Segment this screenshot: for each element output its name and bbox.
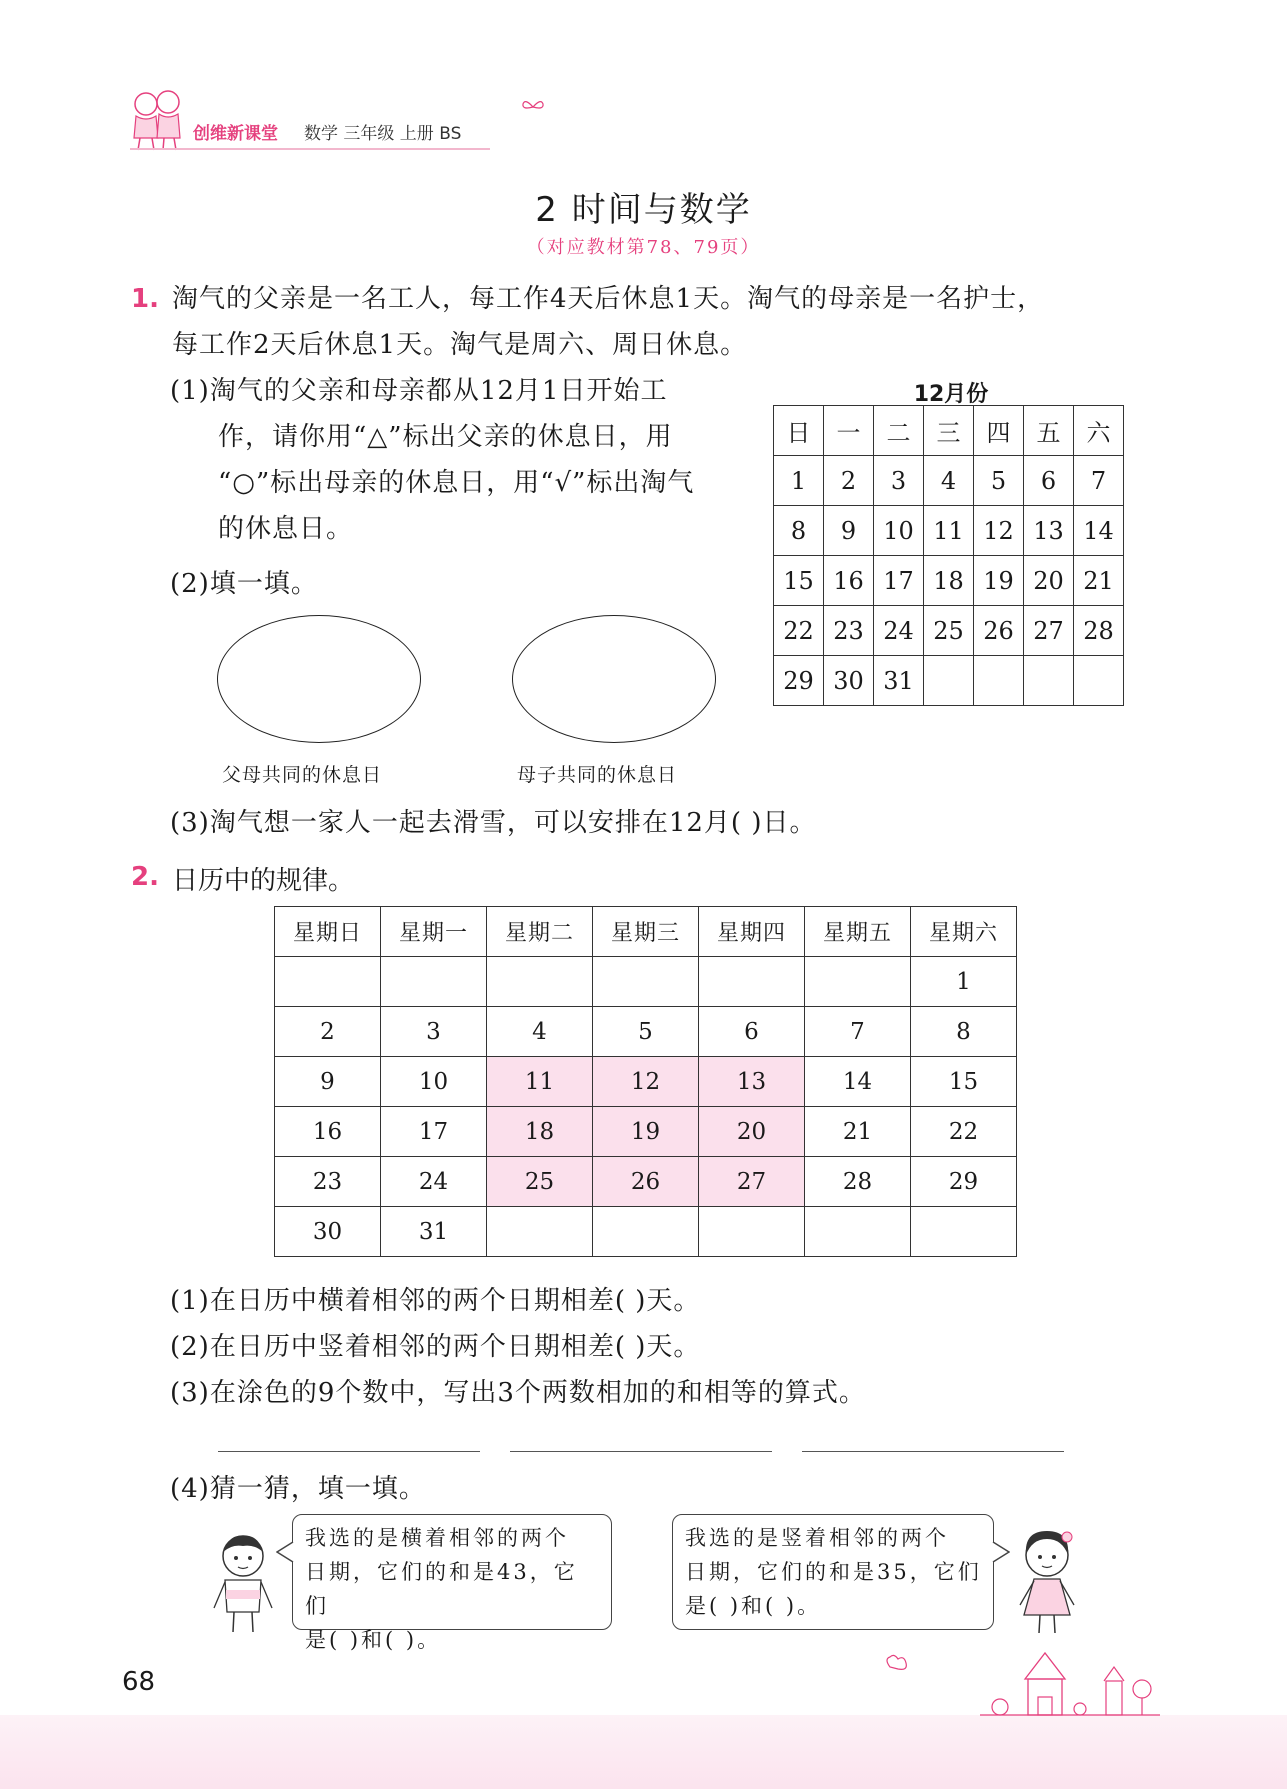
calendar-day[interactable]: 3: [874, 456, 924, 506]
q1-sub3-text: (3)淘气想一家人一起去滑雪，可以安排在12月( )日。: [170, 808, 817, 838]
boy-illustration: [210, 1530, 276, 1635]
calendar-day: [487, 1207, 593, 1257]
bubble-tail-left: [276, 1540, 294, 1564]
calendar-day: 21: [805, 1107, 911, 1157]
calendar-day[interactable]: 8: [774, 506, 824, 556]
calendar-day[interactable]: 26: [974, 606, 1024, 656]
calendar-day[interactable]: 30: [824, 656, 874, 706]
december-calendar: [773, 405, 1124, 706]
question-1-line-2: 每工作2天后休息1天。淘气是周六、周日休息。: [172, 330, 748, 360]
calendar-day: 2: [275, 1007, 381, 1057]
calendar-day[interactable]: 16: [824, 556, 874, 606]
calendar-day[interactable]: 20: [1024, 556, 1074, 606]
bubble-line: 是( )和( )。: [305, 1628, 442, 1652]
q1-sub1-text: [170, 368, 694, 552]
q2-sub4-text: (4)猜一猜，填一填。: [170, 1474, 426, 1504]
calendar-header: 三: [924, 406, 974, 456]
calendar-header: 日: [774, 406, 824, 456]
calendar-day[interactable]: 6: [1024, 456, 1074, 506]
calendar-day: [974, 656, 1024, 706]
q2-sub3-text: (3)在涂色的9个数中，写出3个两数相加的和相等的算式。: [170, 1378, 866, 1408]
calendar-day: [487, 957, 593, 1007]
calendar-day[interactable]: 13: [1024, 506, 1074, 556]
calendar-row: [275, 1107, 1017, 1157]
calendar-day[interactable]: 15: [774, 556, 824, 606]
weekday-header: 星期三: [593, 907, 699, 957]
q1-sub1-line-1: (1)淘气的父亲和母亲都从12月1日开始工: [170, 376, 668, 406]
calendar-day: [805, 1207, 911, 1257]
calendar-day: 29: [911, 1157, 1017, 1207]
q1-sub1-line-3: “○”标出母亲的休息日，用“√”标出淘气: [218, 468, 695, 498]
calendar-day[interactable]: 5: [974, 456, 1024, 506]
calendar-day: 1: [911, 957, 1017, 1007]
weekday-header: 星期六: [911, 907, 1017, 957]
question-1-number: 1.: [131, 284, 159, 314]
calendar-row: [774, 556, 1124, 606]
calendar-day: 4: [487, 1007, 593, 1057]
calendar-day: [1074, 656, 1124, 706]
calendar-day: 5: [593, 1007, 699, 1057]
shaded-day: 26: [593, 1157, 699, 1207]
calendar-day: 3: [381, 1007, 487, 1057]
weekday-header: 星期日: [275, 907, 381, 957]
bubble-line: 日期，它们的和是35，它们: [685, 1560, 982, 1584]
weekday-header: 星期四: [699, 907, 805, 957]
castle-decoration: [880, 1645, 1170, 1720]
calendar-day[interactable]: 22: [774, 606, 824, 656]
lesson-title: 2 时间与数学: [535, 190, 752, 230]
calendar-day[interactable]: 2: [824, 456, 874, 506]
calendar-row: [275, 1057, 1017, 1107]
calendar-row: [275, 1207, 1017, 1257]
q2-sub2-text: (2)在日历中竖着相邻的两个日期相差( )天。: [170, 1332, 701, 1362]
calendar-day[interactable]: 10: [874, 506, 924, 556]
bubble-line: 我选的是横着相邻的两个: [305, 1526, 569, 1550]
calendar-day[interactable]: 25: [924, 606, 974, 656]
right-speech-bubble: [672, 1514, 994, 1630]
mother-son-rest-label: 母子共同的休息日: [517, 764, 678, 786]
q2-sub1-text: (1)在日历中横着相邻的两个日期相差( )天。: [170, 1286, 701, 1316]
page-number: 68: [122, 1667, 156, 1697]
calendar-day[interactable]: 9: [824, 506, 874, 556]
header-book-info: 数学 三年级 上册 BS: [304, 124, 462, 144]
butterfly-icon: [520, 98, 546, 116]
bubble-tail-right: [992, 1540, 1010, 1564]
calendar-day[interactable]: 12: [974, 506, 1024, 556]
shaded-day: 19: [593, 1107, 699, 1157]
calendar-row: [774, 456, 1124, 506]
calendar-header: 一: [824, 406, 874, 456]
shaded-day: 27: [699, 1157, 805, 1207]
calendar-day[interactable]: 23: [824, 606, 874, 656]
q1-sub1-line-2: 作，请你用“△”标出父亲的休息日，用: [218, 422, 673, 452]
mother-son-rest-ellipse[interactable]: [512, 615, 716, 743]
calendar-day[interactable]: 4: [924, 456, 974, 506]
calendar-day: [911, 1207, 1017, 1257]
calendar-day[interactable]: 24: [874, 606, 924, 656]
calendar-day: [593, 1207, 699, 1257]
calendar-day: [275, 957, 381, 1007]
girl-illustration: [1012, 1525, 1082, 1635]
month-calendar: [274, 906, 1017, 1257]
calendar-day: 15: [911, 1057, 1017, 1107]
calendar-day[interactable]: 19: [974, 556, 1024, 606]
left-speech-bubble: [292, 1514, 612, 1652]
calendar-day: 6: [699, 1007, 805, 1057]
calendar-day[interactable]: 14: [1074, 506, 1124, 556]
calendar-day[interactable]: 21: [1074, 556, 1124, 606]
header-divider: [130, 148, 490, 150]
question-2-title: 日历中的规律。: [172, 866, 355, 896]
calendar-day: [699, 1207, 805, 1257]
shaded-day: 12: [593, 1057, 699, 1107]
answer-line-1[interactable]: [218, 1451, 480, 1452]
calendar-day[interactable]: 31: [874, 656, 924, 706]
kids-illustration: [126, 86, 188, 152]
calendar-header-row: [275, 907, 1017, 957]
calendar-header-row: [774, 406, 1124, 456]
answer-line-3[interactable]: [802, 1451, 1064, 1452]
calendar-header: 五: [1024, 406, 1074, 456]
december-calendar-title: 12月份: [913, 382, 989, 407]
calendar-day: 7: [805, 1007, 911, 1057]
calendar-day: [381, 957, 487, 1007]
answer-line-2[interactable]: [510, 1451, 772, 1452]
shaded-day: 20: [699, 1107, 805, 1157]
calendar-day: 17: [381, 1107, 487, 1157]
calendar-day: 22: [911, 1107, 1017, 1157]
calendar-day[interactable]: 28: [1074, 606, 1124, 656]
calendar-day[interactable]: 17: [874, 556, 924, 606]
calendar-day[interactable]: 1: [774, 456, 824, 506]
calendar-day: [1024, 656, 1074, 706]
parents-rest-label: 父母共同的休息日: [222, 764, 383, 786]
calendar-day: 31: [381, 1207, 487, 1257]
calendar-day: [924, 656, 974, 706]
footer-band: [0, 1715, 1287, 1789]
calendar-day: [805, 957, 911, 1007]
q1-sub2-text: (2)填一填。: [170, 569, 318, 599]
weekday-header: 星期一: [381, 907, 487, 957]
bubble-line: 我选的是竖着相邻的两个: [685, 1526, 949, 1550]
calendar-day: 23: [275, 1157, 381, 1207]
question-2-number: 2.: [131, 862, 159, 892]
calendar-row: [774, 656, 1124, 706]
calendar-day[interactable]: 29: [774, 656, 824, 706]
calendar-row: [275, 957, 1017, 1007]
calendar-day: 14: [805, 1057, 911, 1107]
question-1-text: [172, 276, 1044, 368]
calendar-day: 16: [275, 1107, 381, 1157]
calendar-day[interactable]: 18: [924, 556, 974, 606]
q1-sub1-line-4: 的休息日。: [218, 514, 354, 544]
calendar-header: 二: [874, 406, 924, 456]
calendar-header: 四: [974, 406, 1024, 456]
parents-rest-ellipse[interactable]: [217, 615, 421, 743]
weekday-header: 星期二: [487, 907, 593, 957]
calendar-row: [275, 1007, 1017, 1057]
shaded-day: 11: [487, 1057, 593, 1107]
question-1-line-1: 淘气的父亲是一名工人，每工作4天后休息1天。淘气的母亲是一名护士，: [172, 284, 1045, 314]
calendar-day: 8: [911, 1007, 1017, 1057]
bubble-line: 是( )和( )。: [685, 1594, 822, 1618]
calendar-day[interactable]: 11: [924, 506, 974, 556]
calendar-day: 9: [275, 1057, 381, 1107]
calendar-day[interactable]: 27: [1024, 606, 1074, 656]
shaded-day: 25: [487, 1157, 593, 1207]
textbook-reference: （对应教材第78、79页）: [526, 237, 761, 258]
bubble-line: 日期，它们的和是43，它们: [305, 1560, 578, 1618]
calendar-row: [275, 1157, 1017, 1207]
calendar-day: [699, 957, 805, 1007]
calendar-day: 10: [381, 1057, 487, 1107]
calendar-row: [774, 606, 1124, 656]
calendar-day: 28: [805, 1157, 911, 1207]
weekday-header: 星期五: [805, 907, 911, 957]
calendar-row: [774, 506, 1124, 556]
shaded-day: 13: [699, 1057, 805, 1107]
shaded-day: 18: [487, 1107, 593, 1157]
header-brand: 创维新课堂: [193, 124, 278, 144]
calendar-day: 24: [381, 1157, 487, 1207]
calendar-header: 六: [1074, 406, 1124, 456]
calendar-day: [593, 957, 699, 1007]
calendar-day: 30: [275, 1207, 381, 1257]
calendar-day[interactable]: 7: [1074, 456, 1124, 506]
